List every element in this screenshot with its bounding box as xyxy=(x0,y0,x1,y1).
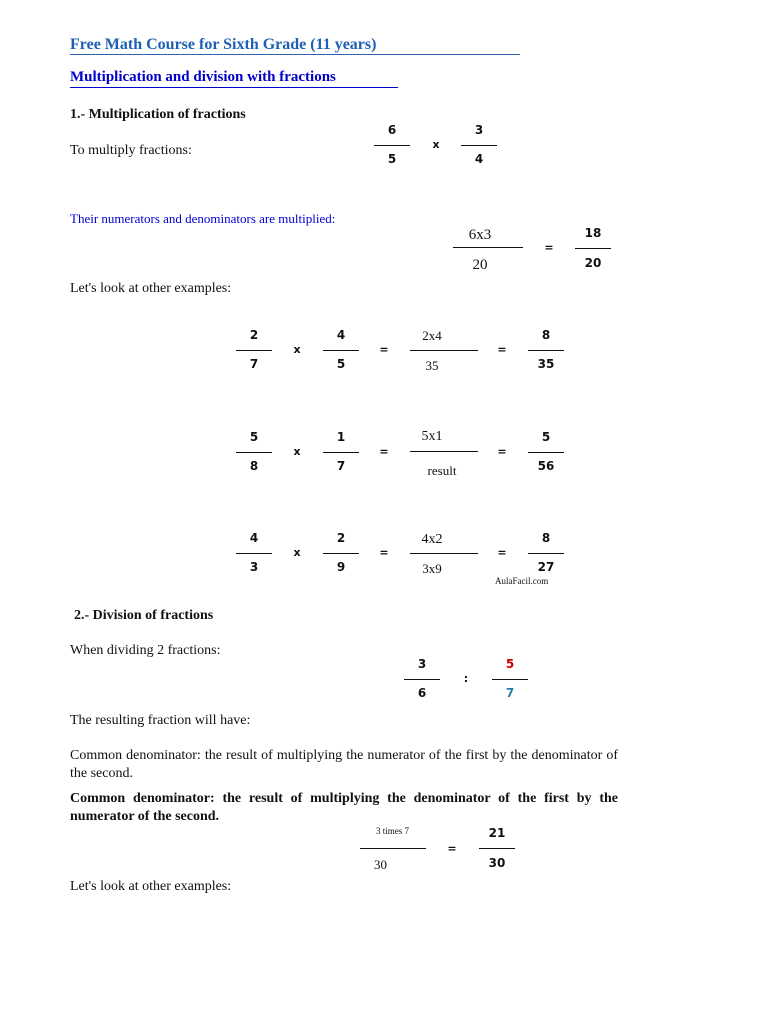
rule-paragraph-1 xyxy=(70,747,618,783)
denominator: 35 xyxy=(425,358,439,373)
numerator: 6x3 xyxy=(468,227,492,243)
denominator: 35 xyxy=(537,357,555,371)
equals-sign: = xyxy=(379,445,389,458)
denominator: 20 xyxy=(584,256,602,270)
numerator: 5 xyxy=(249,430,259,444)
denominator: 4 xyxy=(474,152,484,166)
denominator: 6 xyxy=(417,686,427,700)
times-sign: x xyxy=(432,138,440,151)
numerator: 2 xyxy=(249,328,259,342)
numerator: 21 xyxy=(488,826,506,840)
fraction-bar xyxy=(410,451,478,452)
equals-sign: = xyxy=(379,546,389,559)
title-underline xyxy=(70,54,520,55)
subtitle-underline xyxy=(70,87,398,88)
fraction-bar xyxy=(410,553,478,554)
fraction-bar xyxy=(461,145,497,146)
numerator: 1 xyxy=(336,430,346,444)
fraction-bar xyxy=(492,679,528,680)
equals-sign: = xyxy=(544,241,554,254)
page-title: Free Math Course for Sixth Grade (11 years) xyxy=(70,36,377,53)
denominator: 30 xyxy=(374,857,387,872)
multiply-intro: To multiply fractions: xyxy=(70,143,192,158)
denominator: 9 xyxy=(336,560,346,574)
numerator: 4 xyxy=(336,328,346,342)
times-sign: x xyxy=(293,445,301,458)
numerator: 8 xyxy=(541,531,551,545)
fraction-bar xyxy=(479,848,515,849)
denominator: 30 xyxy=(488,856,506,870)
fraction-bar xyxy=(323,452,359,453)
times-sign: x xyxy=(293,343,301,356)
denominator: 56 xyxy=(537,459,555,473)
denominator: result xyxy=(427,463,457,478)
denominator: 5 xyxy=(387,152,397,166)
denominator-blue: 7 xyxy=(505,686,515,700)
fraction-bar xyxy=(360,848,426,849)
multiply-rule: Their numerators and denominators are multiplied: xyxy=(70,211,336,226)
numerator: 2x4 xyxy=(422,328,442,343)
denominator: 27 xyxy=(537,560,555,574)
denominator: 5 xyxy=(336,357,346,371)
denominator: 7 xyxy=(336,459,346,473)
other-examples-1: Let's look at other examples: xyxy=(70,281,232,296)
denominator: 3x9 xyxy=(422,561,442,576)
division-sign: : xyxy=(463,672,469,685)
rule-text: Common denominator: the result of multiplying the denominator of the first by the numerator of the second. xyxy=(70,791,618,824)
page-subtitle: Multiplication and division with fractions xyxy=(70,69,336,85)
numerator: 3 times 7 xyxy=(376,826,409,836)
rule-paragraph-2 xyxy=(70,790,618,826)
fraction-bar xyxy=(575,248,611,249)
numerator: 3 xyxy=(474,123,484,137)
numerator: 8 xyxy=(541,328,551,342)
denominator: 8 xyxy=(249,459,259,473)
fraction-bar xyxy=(453,247,523,248)
equals-sign: = xyxy=(497,343,507,356)
section1-heading: 1.- Multiplication of fractions xyxy=(70,107,246,122)
fraction-bar xyxy=(323,553,359,554)
equals-sign: = xyxy=(497,445,507,458)
numerator: 4 xyxy=(249,531,259,545)
fraction-bar xyxy=(236,350,272,351)
numerator: 18 xyxy=(584,226,602,240)
divide-intro: When dividing 2 fractions: xyxy=(70,643,221,658)
numerator: 5 xyxy=(541,430,551,444)
equals-sign: = xyxy=(447,842,457,855)
fraction-bar xyxy=(528,553,564,554)
numerator: 2 xyxy=(336,531,346,545)
numerator-red: 5 xyxy=(505,657,515,671)
fraction-bar xyxy=(528,350,564,351)
resulting-text: The resulting fraction will have: xyxy=(70,713,251,728)
numerator: 4x2 xyxy=(421,532,443,547)
denominator: 3 xyxy=(249,560,259,574)
watermark-text: AulaFacil.com xyxy=(495,576,549,586)
times-sign: x xyxy=(293,546,301,559)
other-examples-2: Let's look at other examples: xyxy=(70,879,232,894)
fraction-bar xyxy=(404,679,440,680)
numerator: 6 xyxy=(387,123,397,137)
denominator: 20 xyxy=(472,257,488,273)
fraction-bar xyxy=(374,145,410,146)
section2-heading: 2.- Division of fractions xyxy=(74,608,214,623)
rule-text: Common denominator: the result of multiplying the numerator of the first by the denominator of the second. xyxy=(70,748,618,781)
fraction-bar xyxy=(236,452,272,453)
fraction-bar xyxy=(236,553,272,554)
denominator: 7 xyxy=(249,357,259,371)
equals-sign: = xyxy=(379,343,389,356)
numerator: 3 xyxy=(417,657,427,671)
numerator: 5x1 xyxy=(421,429,443,444)
fraction-bar xyxy=(528,452,564,453)
fraction-bar xyxy=(323,350,359,351)
fraction-bar xyxy=(410,350,478,351)
equals-sign: = xyxy=(497,546,507,559)
